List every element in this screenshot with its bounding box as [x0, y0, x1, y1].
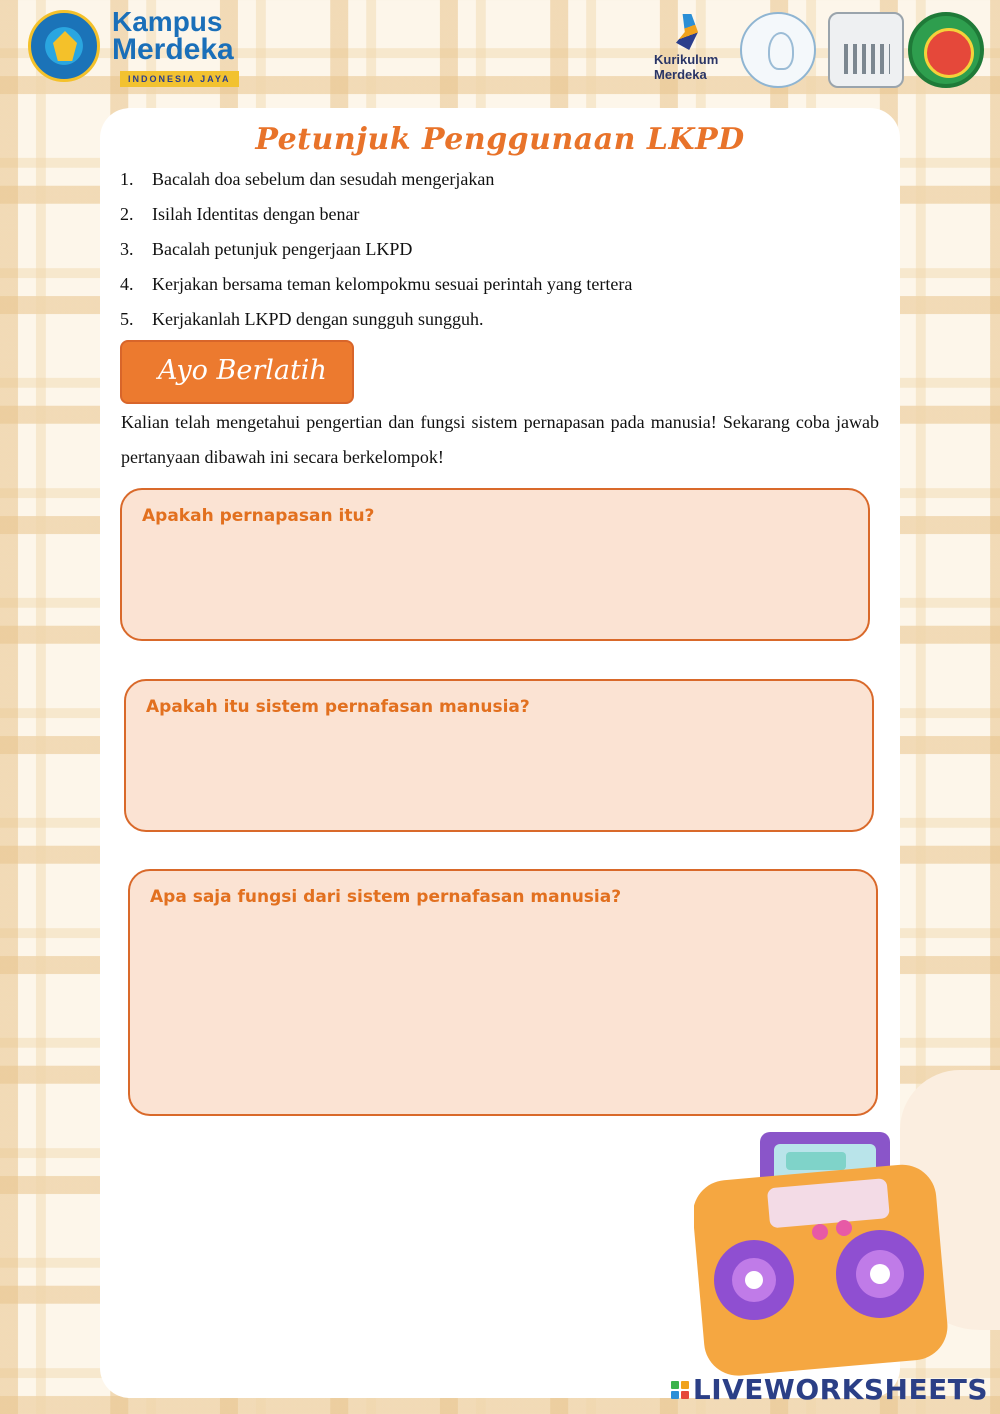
kurikulum-mark-icon — [676, 14, 698, 50]
plp-logo — [828, 12, 904, 88]
list-item: 1. Bacalah doa sebelum dan sesudah mengerjakan — [120, 169, 495, 189]
answer-input-1[interactable] — [138, 538, 852, 623]
question-box-3 — [128, 869, 878, 1116]
header-logos — [0, 0, 1000, 100]
list-item: 4. Kerjakan bersama teman kelompokmu sesuai perintah yang tertera — [120, 274, 633, 294]
tut-wuri-handayani-logo — [28, 10, 100, 82]
question-text: Apakah pernapasan itu? — [142, 506, 375, 526]
intro-paragraph: Kalian telah mengetahui pengertian dan fungsi sistem pernapasan pada manusia! Sekarang coba jawab pertanyaan dibawah ini secara berkelompok! — [121, 412, 879, 467]
page-title: Petunjuk Penggunaan LKPD — [255, 122, 745, 157]
university-seal-logo — [740, 12, 816, 88]
question-box-1 — [120, 488, 870, 641]
list-item: 5. Kerjakanlah LKPD dengan sungguh sungguh. — [120, 309, 484, 329]
answer-input-3[interactable] — [146, 919, 860, 1098]
liveworksheets-watermark: LIVEWORKSHEETS — [671, 1373, 988, 1406]
instruction-list — [120, 166, 860, 341]
kampus-merdeka-logo: Kampus Merdeka INDONESIA JAYA — [112, 8, 239, 92]
liveworksheets-logo-icon — [671, 1381, 689, 1399]
school-logo — [908, 12, 984, 88]
radio-boombox-icon — [694, 1128, 950, 1378]
kurikulum-merdeka-logo: Kurikulum Merdeka — [654, 14, 734, 82]
question-text: Apakah itu sistem pernafasan manusia? — [146, 697, 530, 717]
list-item: 2. Isilah Identitas dengan benar — [120, 204, 360, 224]
section-label-ayo-berlatih: Ayo Berlatih — [120, 340, 354, 404]
list-item: 3. Bacalah petunjuk pengerjaan LKPD — [120, 239, 413, 259]
question-box-2 — [124, 679, 874, 832]
question-text: Apa saja fungsi dari sistem pernafasan manusia? — [150, 887, 622, 907]
answer-input-2[interactable] — [142, 729, 856, 814]
